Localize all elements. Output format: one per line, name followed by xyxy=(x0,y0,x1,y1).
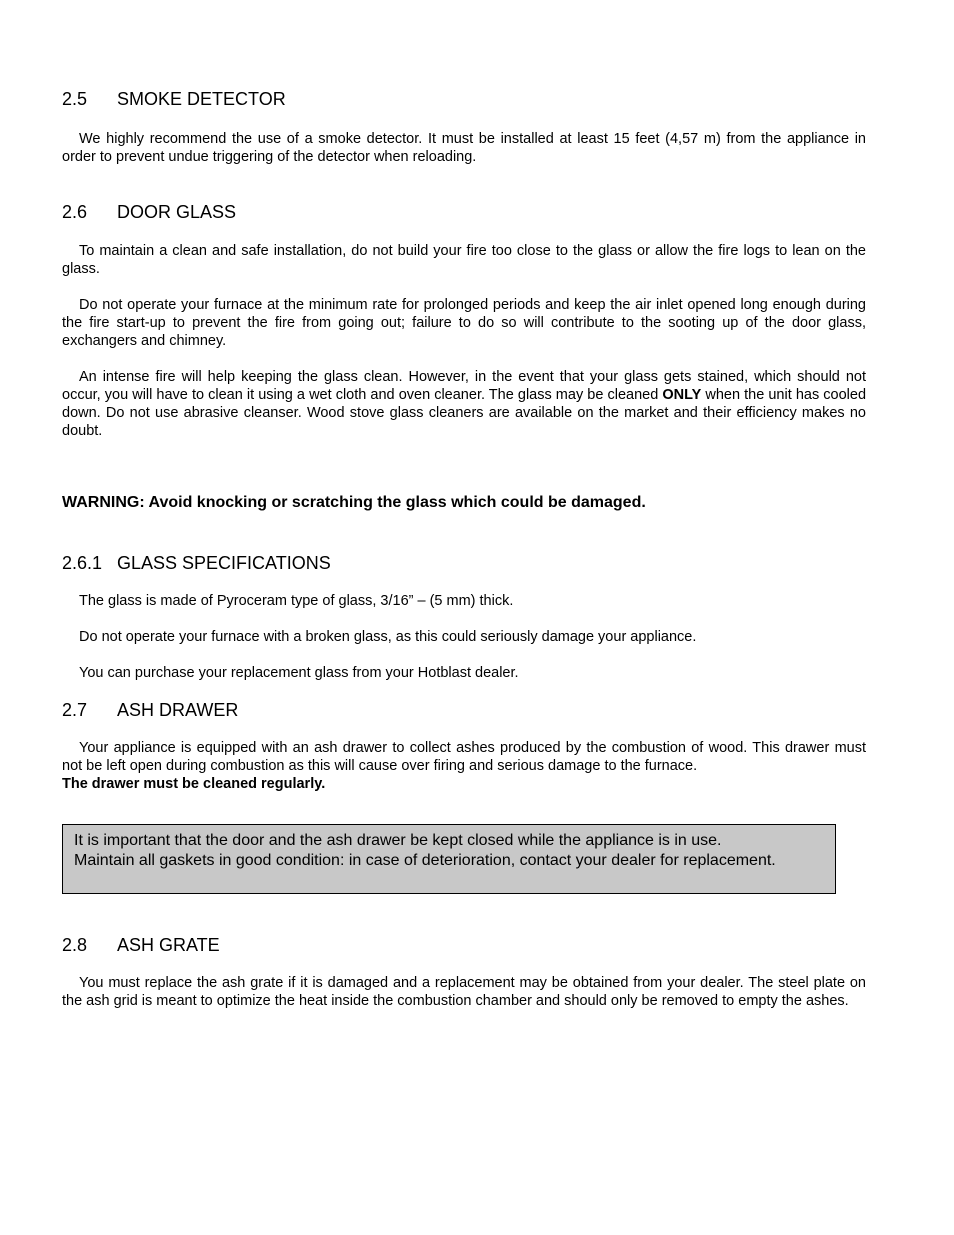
section-title: GLASS SPECIFICATIONS xyxy=(117,553,331,573)
door-glass-paragraph-3-text-b: when the unit has cooled down. Do not use abrasive cleanser. Wood stove glass cleaners are available on the market and their efficiency makes no doubt. xyxy=(62,387,867,439)
glass-warning: WARNING: Avoid knocking or scratching the glass which could be damaged. xyxy=(62,494,646,511)
glass-spec-paragraph-3: You can purchase your replacement glass from your Hotblast dealer. xyxy=(79,665,519,681)
glass-spec-paragraph-2: Do not operate your furnace with a broken glass, as this could seriously damage your appliance. xyxy=(79,629,697,645)
ash-drawer-paragraph: Your appliance is equipped with an ash drawer to collect ashes produced by the combustion of wood. This drawer must not be left open during combustion as this will cause over firing and serious damage to the furnace. xyxy=(62,740,866,774)
section-heading-smoke-detector xyxy=(62,88,286,110)
section-title: ASH GRATE xyxy=(117,935,220,955)
section-heading-ash-drawer xyxy=(62,699,238,721)
door-glass-paragraph-1: To maintain a clean and safe installation, do not build your fire too close to the glass or allow the fire logs to lean on the glass. xyxy=(62,243,866,277)
ash-grate-paragraph: You must replace the ash grate if it is damaged and a replacement may be obtained from your dealer. The steel plate on the ash grid is meant to optimize the heat inside the combustion chamber and should only be removed to empty the ashes. xyxy=(62,975,866,1009)
important-note-line-1: It is important that the door and the ash drawer be kept closed while the appliance is in use. xyxy=(74,832,722,849)
important-note-box xyxy=(62,824,836,894)
smoke-detector-paragraph: We highly recommend the use of a smoke detector. It must be installed at least 15 feet (4,57 m) from the appliance in order to prevent undue triggering of the detector when reloading. xyxy=(62,131,866,165)
important-note-line-2: Maintain all gaskets in good condition: in case of deterioration, contact your dealer for replacement. xyxy=(74,852,776,869)
door-glass-paragraph-3-text-a: An intense fire will help keeping the glass clean. However, in the event that your glass gets stained, which should not occur, you will have to clean it using a wet cloth and oven cleaner. The glass may be cleaned xyxy=(62,369,866,403)
section-title: SMOKE DETECTOR xyxy=(117,89,286,109)
section-heading-door-glass xyxy=(62,201,236,223)
section-number: 2.6.1 xyxy=(62,553,103,573)
section-number: 2.5 xyxy=(62,89,88,109)
door-glass-paragraph-3-emphasis: ONLY xyxy=(662,387,702,403)
section-title: DOOR GLASS xyxy=(117,202,237,222)
section-number: 2.7 xyxy=(62,700,88,720)
section-heading-glass-specifications xyxy=(62,552,331,574)
section-title: ASH DRAWER xyxy=(117,700,239,720)
door-glass-paragraph-3 xyxy=(62,368,866,440)
section-number: 2.8 xyxy=(62,935,88,955)
ash-drawer-emphasis: The drawer must be cleaned regularly. xyxy=(62,776,326,792)
door-glass-paragraph-2: Do not operate your furnace at the minimum rate for prolonged periods and keep the air inlet opened long enough during the fire start-up to prevent the fire from going out; failure to do so will contribute to the sooting up of the door glass, exchangers and chimney. xyxy=(62,297,866,349)
section-heading-ash-grate xyxy=(62,934,220,956)
glass-spec-paragraph-1: The glass is made of Pyroceram type of glass, 3/16” – (5 mm) thick. xyxy=(79,593,514,609)
section-number: 2.6 xyxy=(62,202,88,222)
